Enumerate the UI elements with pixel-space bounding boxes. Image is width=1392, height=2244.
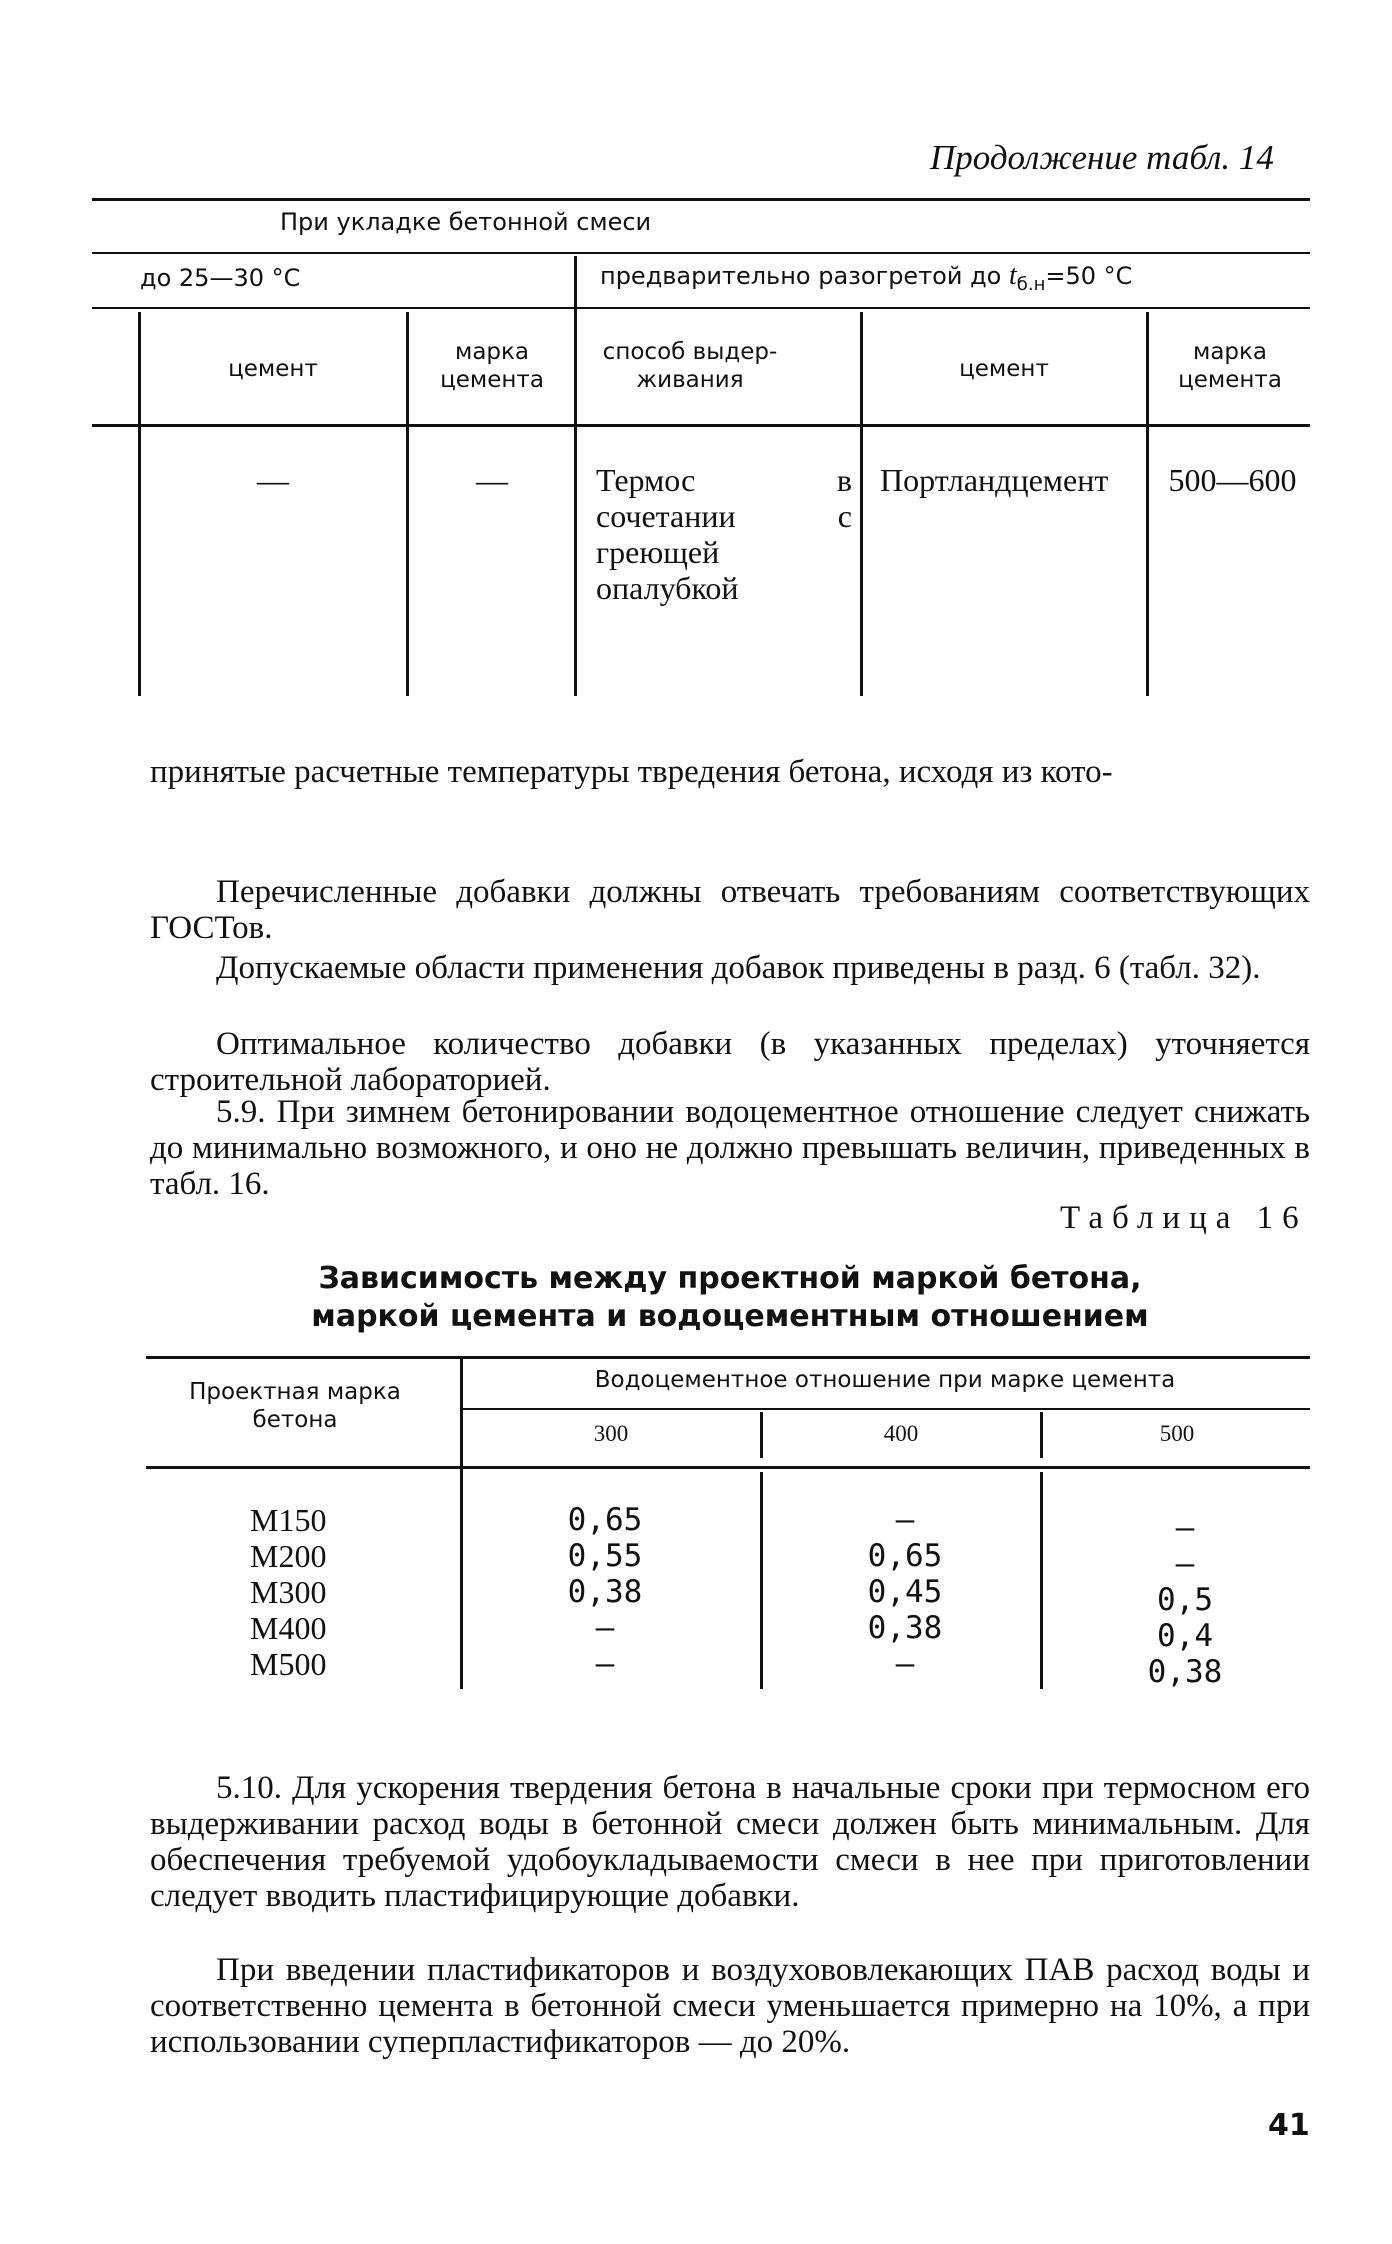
table16-vline-c: [760, 1472, 763, 1689]
paragraph-5-9: 5.9. При зимнем бетонировании водоцементное отношение следует снижать до минимально возможного, и оно не должно превышать величин, приведенных в табл. 16.: [150, 1094, 1310, 1202]
table16-grade-2: М200: [250, 1538, 327, 1574]
table14-sub-right-sub: б.н: [1016, 273, 1046, 295]
table16-vline-b: [1040, 1412, 1043, 1458]
table14-vline-1: [138, 312, 141, 696]
table16-col-300: 300: [593, 1421, 629, 1446]
table14-vline-4: [1146, 312, 1149, 696]
table16-col-500: 500: [1159, 1421, 1195, 1446]
table16-c500-4: 0,4: [1157, 1618, 1213, 1654]
table16-c500-5: 0,38: [1147, 1654, 1223, 1690]
table16-c400-5: —: [895, 1646, 915, 1682]
table14-vline-3: [860, 312, 863, 696]
table16-c400-1: —: [895, 1502, 915, 1538]
table14-col-method: способ выдер-живания: [602, 339, 778, 393]
table14-cell-5: 500—600: [1168, 462, 1297, 498]
table16-c300-2: 0,55: [567, 1538, 643, 1574]
table14-vline-main: [574, 256, 577, 696]
table14-sub-right: [600, 262, 1300, 299]
table16-col-400: 400: [883, 1421, 919, 1446]
table14-col-cement: цемент: [228, 356, 318, 382]
table14-col-grade: марка цемента: [440, 339, 544, 393]
table16-c300-3: 0,38: [567, 1574, 643, 1610]
table14-rule-4: [92, 424, 1310, 427]
table14-rule-2: [92, 252, 1310, 254]
paragraph-1: Перечисленные добавки должны отвечать требованиям соответствующих ГОСТов.: [150, 874, 1310, 946]
table16-grade-5: М500: [250, 1646, 327, 1682]
table16-grade-4: М400: [250, 1610, 327, 1646]
paragraph-5-10: 5.10. Для ускорения твердения бетона в начальные сроки при термосном его выдерживании расход воды в бетонной смеси должен быть минимальным. Для обеспечения требуемой удобоукладываемости смеси в нее при приготовлении следует вводить пластифицирующие добавки.: [150, 1770, 1310, 1914]
table14-cell-4: Портландцемент: [880, 462, 1109, 498]
table16-c300-5: —: [595, 1646, 615, 1682]
table14-rule-3: [92, 307, 1310, 309]
table16-grade-1: М150: [250, 1502, 327, 1538]
paragraph-pav: При введении пластификаторов и воздухововлекающих ПАВ расход воды и соответственно цемента в бетонной смеси уменьшается примерно на 10%, а при использовании суперпластификаторов — до 20%.: [150, 1952, 1310, 2060]
table14-vline-2: [406, 312, 409, 696]
table16-title-line2: маркой цемента и водоцементным отношением: [311, 1299, 1149, 1334]
table14-sub-right-t: t: [1009, 260, 1017, 291]
table14-cell-1: —: [257, 462, 289, 498]
paragraph-2: Допускаемые области применения добавок приведены в разд. 6 (табл. 32).: [216, 950, 1261, 986]
table16-vline-a: [760, 1412, 763, 1458]
table16-c400-3: 0,45: [867, 1574, 943, 1610]
table14-top-rule: [92, 198, 1310, 201]
table14-group-header: При укладке бетонной смеси: [280, 208, 652, 236]
table16-top-rule: [146, 1356, 1310, 1359]
table16-c300-1: 0,65: [567, 1502, 643, 1538]
table14-col-grade2: марка цемента: [1178, 339, 1282, 393]
table14-sub-right-prefix: предварительно разогретой до: [600, 262, 1009, 290]
table16-group-header: Водоцементное отношение при марке цемента: [594, 1367, 1176, 1393]
table16-c500-2: —: [1175, 1546, 1195, 1582]
table14-cell-3: Термос в сочетании с греющей опалубкой: [596, 462, 852, 606]
table14-col-cement2: цемент: [959, 356, 1049, 382]
table14-sub-left: до 25—30 °С: [140, 264, 301, 292]
table16-label: Таблица 16: [1060, 1200, 1308, 1236]
table16-vline-d: [1040, 1472, 1043, 1689]
table16-c400-2: 0,65: [867, 1538, 943, 1574]
paragraph-3: Оптимальное количество добавки (в указанных пределах) уточняется строительной лабораторией.: [150, 1026, 1310, 1098]
table16-mid-rule: [462, 1408, 1310, 1410]
table14-caption: Продолжение табл. 14: [930, 138, 1274, 177]
table14-cell-2: —: [476, 462, 508, 498]
page-number: 41: [1268, 2108, 1310, 2143]
table16-col-grade: Проектная марка бетона: [189, 1379, 401, 1433]
table16-c500-3: 0,5: [1157, 1582, 1213, 1618]
table16-c300-4: —: [595, 1610, 615, 1646]
table16-c400-4: 0,38: [867, 1610, 943, 1646]
table16-header-rule: [146, 1466, 1310, 1469]
text-fragment: принятые расчетные температуры твредения бетона, исходя из кото-: [150, 754, 1113, 790]
table16-c500-1: —: [1175, 1510, 1195, 1546]
table16-grade-3: М300: [250, 1574, 327, 1610]
table14-sub-right-suffix: =50 °С: [1045, 262, 1133, 290]
table16-title-line1: Зависимость между проектной маркой бетона,: [318, 1261, 1142, 1296]
